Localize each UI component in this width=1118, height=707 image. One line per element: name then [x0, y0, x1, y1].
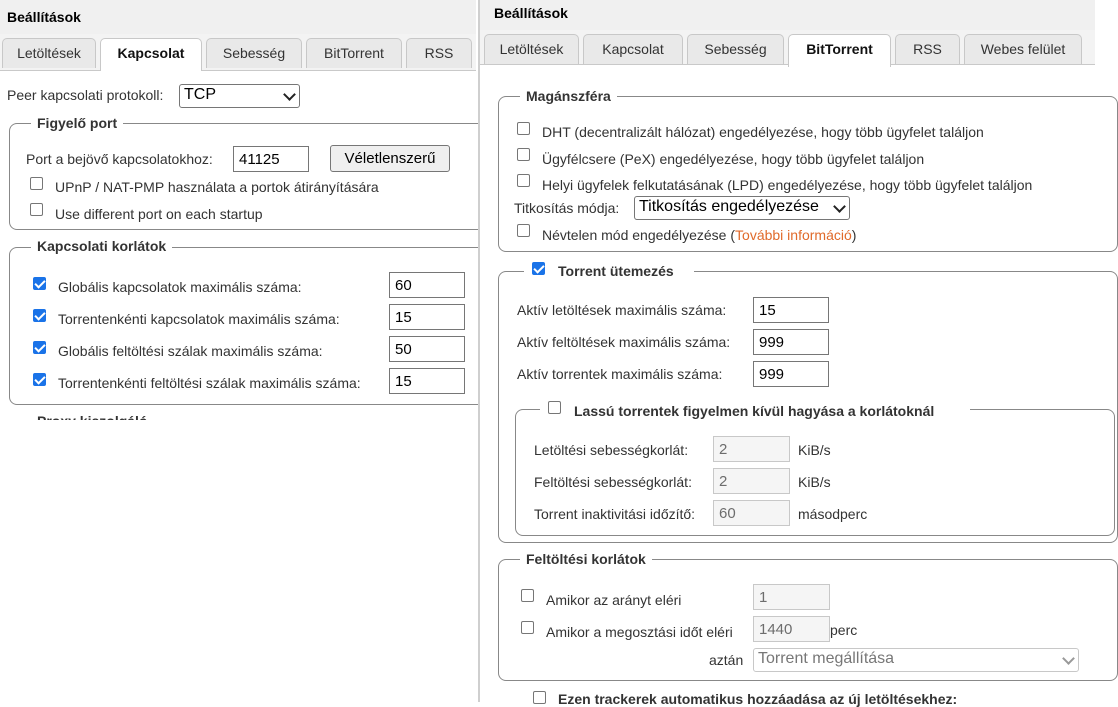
settings-window-connection — [0, 0, 476, 702]
seeding-time-input[interactable] — [753, 616, 830, 642]
slow-torrents-checkbox[interactable] — [548, 401, 561, 414]
lpd-checkbox[interactable] — [517, 174, 530, 187]
slow-ul-limit-input[interactable] — [713, 468, 790, 494]
chevron-down-icon — [283, 88, 296, 101]
slow-dl-limit-label: Letöltési sebességkorlát: — [534, 442, 689, 458]
blank-area — [0, 420, 476, 702]
tab-speed[interactable]: Sebesség — [687, 34, 784, 64]
max-active-downloads-label: Aktív letöltések maximális száma: — [517, 302, 727, 318]
queueing-legend: Torrent ütemezés — [552, 263, 680, 279]
chevron-down-icon — [1062, 652, 1075, 665]
tab-bar — [0, 34, 476, 71]
add-trackers-checkbox[interactable] — [533, 691, 546, 704]
tab-rss[interactable]: RSS — [406, 38, 472, 68]
then-action-value: Torrent megállítása — [758, 650, 895, 667]
settings-window-bittorrent — [478, 0, 1095, 707]
global-upload-slots-input[interactable] — [389, 336, 465, 362]
tab-connection[interactable]: Kapcsolat — [100, 38, 202, 71]
ratio-checkbox[interactable] — [521, 589, 534, 602]
per-torrent-connections-checkbox[interactable] — [33, 309, 46, 322]
slow-dl-limit-unit: KiB/s — [798, 442, 831, 458]
tab-bittorrent[interactable]: BitTorrent — [306, 38, 402, 68]
per-torrent-connections-input[interactable] — [389, 304, 465, 330]
random-port-checkbox[interactable] — [30, 203, 43, 216]
slow-torrents-legend: Lassú torrentek figyelmen kívül hagyása a korlátoknál — [568, 403, 940, 419]
anonymous-mode-row — [542, 227, 856, 243]
slow-ul-limit-unit: KiB/s — [798, 474, 831, 490]
global-connections-input[interactable] — [389, 272, 465, 298]
tab-bittorrent[interactable]: BitTorrent — [788, 34, 891, 67]
inactivity-timer-label: Torrent inaktivitási időzítő: — [534, 506, 696, 522]
queueing-checkbox[interactable] — [532, 262, 545, 275]
global-upload-slots-checkbox[interactable] — [33, 341, 46, 354]
port-input[interactable] — [233, 146, 309, 172]
chevron-down-icon — [833, 200, 846, 213]
then-action-select[interactable] — [753, 648, 1079, 672]
pex-checkbox[interactable] — [517, 148, 530, 161]
ratio-input[interactable] — [753, 584, 830, 610]
more-info-link[interactable]: További információ — [735, 227, 852, 243]
inactivity-timer-unit: másodperc — [798, 506, 868, 522]
slow-ul-limit-label: Feltöltési sebességkorlát: — [534, 474, 692, 490]
tab-speed[interactable]: Sebesség — [206, 38, 302, 68]
protocol-value: TCP — [184, 86, 216, 103]
pex-label: Ügyfélcsere (PeX) engedélyezése, hogy több ügyfelet találjon — [542, 151, 925, 167]
port-label: Port a bejövő kapcsolatokhoz: — [26, 151, 213, 167]
protocol-label: Peer kapcsolati protokoll: — [7, 87, 164, 103]
window-title: Beállítások — [480, 0, 1095, 30]
random-port-button[interactable]: Véletlenszerű — [330, 145, 450, 172]
max-active-torrents-label: Aktív torrentek maximális száma: — [517, 366, 723, 382]
max-active-uploads-input[interactable] — [753, 329, 829, 355]
encryption-label: Titkosítás módja: — [514, 200, 620, 216]
tab-rss[interactable]: RSS — [895, 34, 960, 64]
seeding-time-unit: perc — [830, 622, 858, 638]
slow-dl-limit-input[interactable] — [713, 436, 790, 462]
per-torrent-upload-slots-label: Torrentenkénti feltöltési szálak maximális száma: — [58, 375, 361, 391]
global-connections-checkbox[interactable] — [33, 277, 46, 290]
tab-downloads[interactable]: Letöltések — [2, 38, 96, 68]
add-trackers-label: Ezen trackerek automatikus hozzáadása az új letöltésekhez: — [558, 691, 958, 707]
global-connections-label: Globális kapcsolatok maximális száma: — [58, 279, 302, 295]
max-active-downloads-input[interactable] — [753, 297, 829, 323]
proxy-legend-clip — [0, 412, 476, 420]
seeding-time-checkbox[interactable] — [521, 621, 534, 634]
per-torrent-upload-slots-checkbox[interactable] — [33, 373, 46, 386]
encryption-value: Titkosítás engedélyezése — [639, 198, 819, 215]
per-torrent-connections-label: Torrentenkénti kapcsolatok maximális száma: — [58, 311, 340, 327]
privacy-legend: Magánszféra — [520, 88, 617, 104]
seeding-limits-legend: Feltöltési korlátok — [520, 551, 652, 567]
max-active-uploads-label: Aktív feltöltések maximális száma: — [517, 334, 731, 350]
anonymous-mode-label: Névtelen mód engedélyezése — [542, 227, 727, 243]
random-port-label: Use different port on each startup — [55, 206, 263, 222]
upnp-checkbox[interactable] — [30, 177, 43, 190]
lpd-label: Helyi ügyfelek felkutatásának (LPD) engedélyezése, hogy több ügyfelet találjon — [542, 177, 1033, 193]
per-torrent-upload-slots-input[interactable] — [389, 368, 465, 394]
window-title: Beállítások — [0, 0, 476, 34]
inactivity-timer-input[interactable] — [713, 500, 790, 526]
max-active-torrents-input[interactable] — [753, 361, 829, 387]
dht-checkbox[interactable] — [517, 122, 530, 135]
tab-web-ui[interactable]: Webes felület — [964, 34, 1082, 64]
protocol-select[interactable] — [179, 84, 300, 108]
then-label: aztán — [709, 652, 744, 668]
connection-limits-legend: Kapcsolati korlátok — [31, 238, 172, 254]
trackers-row-clip — [480, 690, 1095, 707]
listening-port-legend: Figyelő port — [31, 115, 123, 131]
seeding-time-label: Amikor a megosztási időt eléri — [546, 624, 733, 640]
paren-open: ( — [730, 227, 736, 243]
global-upload-slots-label: Globális feltöltési szálak maximális száma: — [58, 343, 323, 359]
encryption-select[interactable] — [634, 196, 850, 220]
upnp-label: UPnP / NAT-PMP használata a portok átirányítására — [55, 179, 379, 195]
ratio-label: Amikor az arányt eléri — [546, 592, 682, 608]
tab-connection[interactable]: Kapcsolat — [583, 34, 683, 64]
paren-close: ) — [851, 227, 857, 243]
anonymous-mode-checkbox[interactable] — [517, 224, 530, 237]
tab-downloads[interactable]: Letöltések — [484, 34, 579, 64]
dht-label: DHT (decentralizált hálózat) engedélyezése, hogy több ügyfelet találjon — [542, 124, 984, 140]
tab-bar — [480, 30, 1095, 65]
